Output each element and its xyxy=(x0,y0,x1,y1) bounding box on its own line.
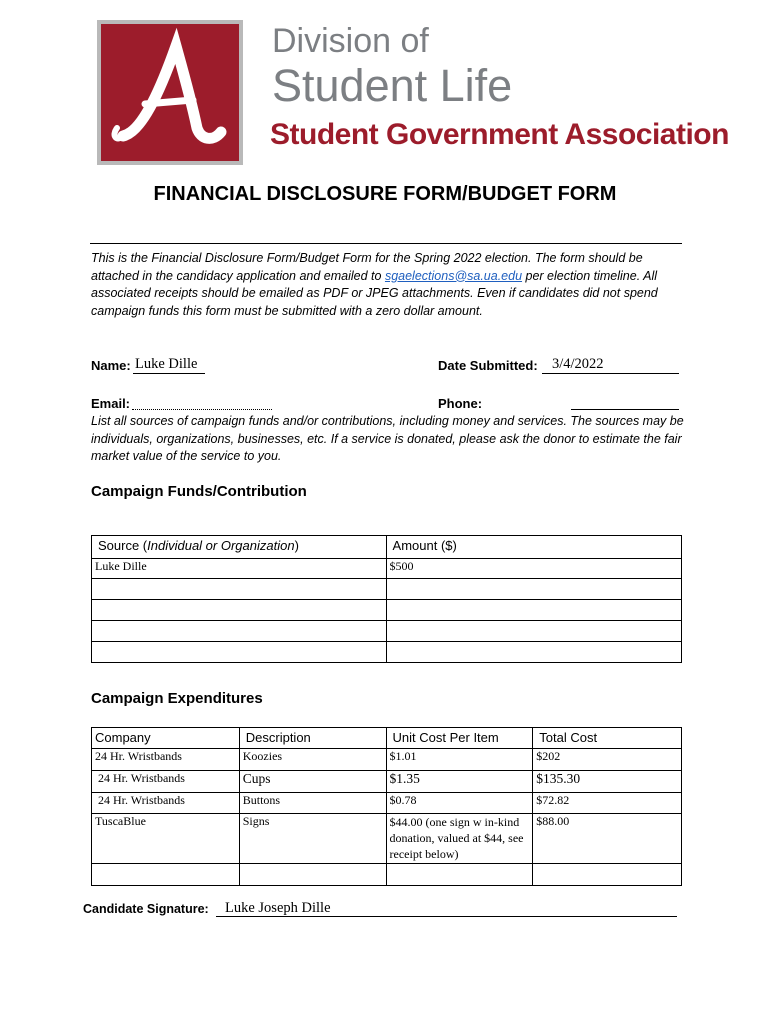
funds-heading: Campaign Funds/Contribution xyxy=(91,483,307,500)
division-line2: Student Life xyxy=(272,60,513,111)
table-row xyxy=(92,864,682,886)
fund-amount xyxy=(386,642,681,663)
col-source-prefix: Source ( xyxy=(98,538,148,553)
phone-underline xyxy=(571,409,679,410)
fund-source: Luke Dille xyxy=(92,559,387,579)
exp-company: 24 Hr. Wristbands xyxy=(92,793,240,814)
email-underline xyxy=(132,409,272,410)
signature-underline xyxy=(216,916,677,917)
fund-source xyxy=(92,579,387,600)
exp-description: Cups xyxy=(239,771,386,793)
fund-amount xyxy=(386,579,681,600)
signature-label: Candidate Signature: xyxy=(83,902,209,916)
email-label: Email: xyxy=(91,396,131,411)
date-submitted-label: Date Submitted: xyxy=(438,358,538,373)
name-label: Name: xyxy=(91,358,131,373)
exp-description: Signs xyxy=(239,814,386,864)
funds-col-amount: Amount ($) xyxy=(386,536,681,559)
fund-source xyxy=(92,600,387,621)
fund-amount: $500 xyxy=(386,559,681,579)
division-line1: Division of xyxy=(272,22,429,60)
table-row xyxy=(92,793,682,814)
name-label-text: Name xyxy=(91,358,127,373)
table-row xyxy=(92,559,682,579)
exp-col-unit-cost: Unit Cost Per Item xyxy=(386,728,533,749)
script-a-logo-icon xyxy=(101,24,239,161)
intro-text-end: per election timeline. All associated receipts should be emailed as PDF or JPEG attachments. Even if candidates did not spend campaign funds this form must be submitted with a zero dollar amount. xyxy=(91,268,658,318)
fund-amount xyxy=(386,600,681,621)
table-row xyxy=(92,600,682,621)
date-submitted-value: 3/4/2022 xyxy=(552,356,604,372)
expenditures-header-row xyxy=(92,728,682,749)
form-title: FINANCIAL DISCLOSURE FORM/BUDGET FORM xyxy=(153,183,617,205)
table-row xyxy=(92,749,682,771)
col-source-italic: Individual or Organization xyxy=(147,538,295,553)
signature-value: Luke Joseph Dille xyxy=(225,900,331,916)
fund-source xyxy=(92,642,387,663)
exp-total: $202 xyxy=(533,749,682,771)
table-row xyxy=(92,771,682,793)
phone-label: Phone: xyxy=(438,396,483,411)
exp-total: $135.30 xyxy=(533,771,682,793)
exp-unit-cost: $0.78 xyxy=(386,793,533,814)
name-underline xyxy=(133,373,205,374)
funds-col-source xyxy=(92,536,387,559)
expenditures-heading: Campaign Expenditures xyxy=(91,690,263,707)
fund-amount xyxy=(386,621,681,642)
exp-company xyxy=(92,864,240,886)
table-row xyxy=(92,814,682,864)
expenditures-table xyxy=(91,727,682,886)
exp-company: TuscaBlue xyxy=(92,814,240,864)
fund-source xyxy=(92,621,387,642)
exp-description: Buttons xyxy=(239,793,386,814)
sga-elections-email-link[interactable]: sgaelections@sa.ua.edu xyxy=(384,268,523,283)
name-value: Luke Dille xyxy=(135,356,198,372)
table-row xyxy=(92,621,682,642)
exp-unit-cost: $1.35 xyxy=(386,771,533,793)
funds-table xyxy=(91,535,682,663)
exp-total: $72.82 xyxy=(533,793,682,814)
exp-unit-cost: $1.01 xyxy=(386,749,533,771)
exp-col-company: Company xyxy=(92,728,240,749)
funds-header-row xyxy=(92,536,682,559)
exp-company: 24 Hr. Wristbands xyxy=(92,771,240,793)
exp-total xyxy=(533,864,682,886)
exp-description: Koozies xyxy=(239,749,386,771)
exp-company: 24 Hr. Wristbands xyxy=(92,749,240,771)
table-row xyxy=(92,642,682,663)
table-row xyxy=(92,579,682,600)
intro-paragraph xyxy=(91,250,691,320)
exp-total: $88.00 xyxy=(533,814,682,864)
exp-unit-cost xyxy=(386,864,533,886)
title-divider xyxy=(90,243,682,244)
intro-text-start: This is the Financial Disclosure Form/Budget Form for the Spring 2022 election. The form should be attached in the candidacy application and emailed to xyxy=(91,251,643,283)
col-source-suffix: ) xyxy=(294,538,299,553)
exp-col-description: Description xyxy=(239,728,386,749)
sources-instructions: List all sources of campaign funds and/or contributions, including money and services. The sources may be individuals, organizations, businesses, etc. If a service is donated, please ask the donor to estimate the fair market value of the service to you. xyxy=(91,414,684,463)
ua-logo xyxy=(97,20,243,165)
organization-name: Student Government Association xyxy=(270,118,729,151)
date-underline xyxy=(542,373,679,374)
exp-col-total: Total Cost xyxy=(533,728,682,749)
exp-description xyxy=(239,864,386,886)
exp-unit-cost: $44.00 (one sign w in-kind donation, valued at $44, see receipt below) xyxy=(386,814,533,864)
